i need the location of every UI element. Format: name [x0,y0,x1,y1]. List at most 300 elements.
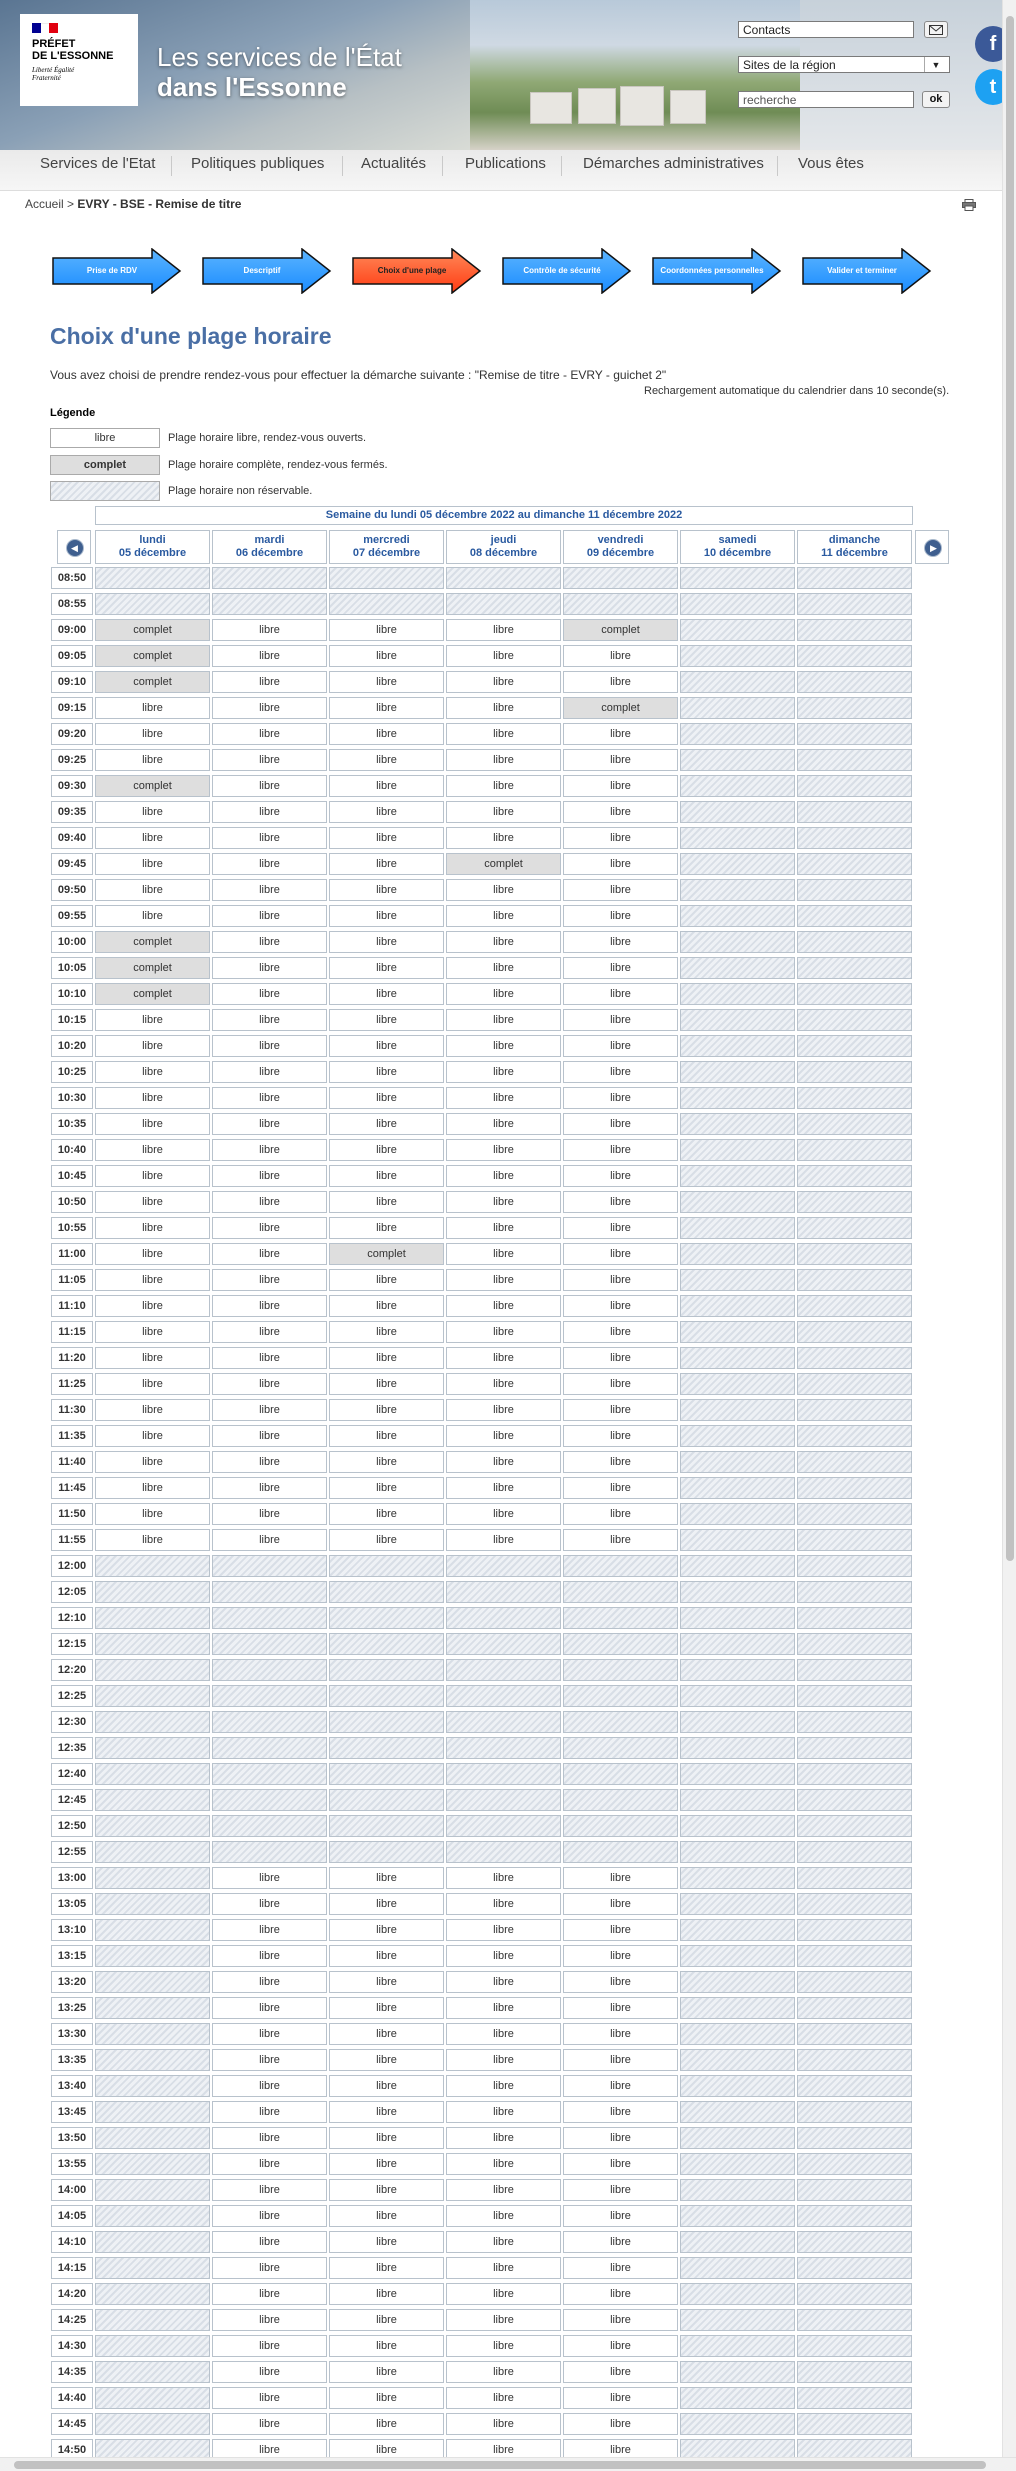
slot-libre[interactable]: libre [329,2127,444,2149]
slot-libre[interactable]: libre [212,1867,327,1889]
slot-libre[interactable]: libre [95,1009,210,1031]
slot-unavailable [797,2127,912,2149]
slot-libre[interactable]: libre [329,2387,444,2409]
slot-libre[interactable]: libre [212,2335,327,2357]
slot-libre[interactable]: libre [212,1009,327,1031]
slot-libre[interactable]: libre [212,879,327,901]
slot-unavailable [446,567,561,589]
time-label: 14:00 [51,2179,93,2201]
slot-libre[interactable]: libre [95,1269,210,1291]
slot-libre[interactable]: libre [95,1243,210,1265]
slot-libre[interactable]: libre [446,723,561,745]
slot-unavailable [797,1035,912,1057]
slot-libre[interactable]: libre [212,2179,327,2201]
slot-libre[interactable]: libre [563,1295,678,1317]
slot-libre[interactable]: libre [329,1945,444,1967]
slot-libre[interactable]: libre [446,1451,561,1473]
slot-libre[interactable]: libre [446,1009,561,1031]
slot-libre[interactable]: libre [329,2361,444,2383]
slot-libre[interactable]: libre [446,1061,561,1083]
slot-libre[interactable]: libre [212,853,327,875]
slot-libre[interactable]: libre [563,1035,678,1057]
slot-libre[interactable]: libre [212,2257,327,2279]
contacts-field[interactable]: Contacts [738,21,914,38]
slot-libre[interactable]: libre [563,2023,678,2045]
slot-libre[interactable]: libre [329,931,444,953]
slot-libre[interactable]: libre [329,1867,444,1889]
slot-unavailable [680,1399,795,1421]
slot-unavailable [95,1867,210,1889]
slot-libre[interactable]: libre [212,1425,327,1447]
slot-libre[interactable]: libre [563,801,678,823]
slot-libre[interactable]: libre [329,1971,444,1993]
slot-libre[interactable]: libre [212,2231,327,2253]
slot-libre[interactable]: libre [563,2101,678,2123]
slot-libre[interactable]: libre [95,1347,210,1369]
slot-libre[interactable]: libre [212,931,327,953]
slot-libre[interactable]: libre [563,2361,678,2383]
slot-libre[interactable]: libre [563,775,678,797]
slot-libre[interactable]: libre [563,2283,678,2305]
slot-libre[interactable]: libre [446,1087,561,1109]
slot-libre[interactable]: libre [212,1113,327,1135]
nav-item-publications[interactable]: Publications [465,155,546,172]
slot-libre[interactable]: libre [212,1035,327,1057]
slot-libre[interactable]: libre [563,645,678,667]
slot-unavailable [797,671,912,693]
slot-libre[interactable]: libre [563,1269,678,1291]
slot-libre[interactable]: libre [329,1139,444,1161]
slot-unavailable [797,619,912,641]
slot-libre[interactable]: libre [329,1919,444,1941]
slot-libre[interactable]: libre [329,2439,444,2461]
slot-libre[interactable]: libre [212,957,327,979]
horizontal-scroll-thumb[interactable] [14,2461,986,2469]
slot-libre[interactable]: libre [446,905,561,927]
slot-libre[interactable]: libre [95,697,210,719]
slot-libre[interactable]: libre [446,1269,561,1291]
nav-item-vous-etes[interactable]: Vous êtes [798,155,864,172]
slot-libre[interactable]: libre [329,1061,444,1083]
slot-libre[interactable]: libre [563,1321,678,1343]
slot-libre[interactable]: libre [95,1503,210,1525]
slot-libre[interactable]: libre [446,2335,561,2357]
slot-libre[interactable]: libre [95,1373,210,1395]
slot-libre[interactable]: libre [563,1893,678,1915]
slot-libre[interactable]: libre [446,2231,561,2253]
slot-libre[interactable]: libre [563,1243,678,1265]
slot-libre[interactable]: libre [563,827,678,849]
slot-libre[interactable]: libre [446,1217,561,1239]
slot-unavailable [95,1633,210,1655]
slot-libre[interactable]: libre [446,983,561,1005]
slot-libre[interactable]: libre [95,1295,210,1317]
time-label: 10:35 [51,1113,93,1135]
slot-libre[interactable]: libre [563,1399,678,1421]
slot-libre[interactable]: libre [329,1009,444,1031]
slot-libre[interactable]: libre [446,2283,561,2305]
slot-libre[interactable]: libre [329,1347,444,1369]
slot-libre[interactable]: libre [212,1477,327,1499]
slot-libre[interactable]: libre [563,1867,678,1889]
slot-libre[interactable]: libre [212,2309,327,2331]
time-label: 14:05 [51,2205,93,2227]
slot-libre[interactable]: libre [329,1399,444,1421]
slot-libre[interactable]: libre [446,1191,561,1213]
slot-libre[interactable]: libre [563,1503,678,1525]
slot-libre[interactable]: libre [446,2101,561,2123]
slot-libre[interactable]: libre [446,2127,561,2149]
slot-libre[interactable]: libre [563,1971,678,1993]
slot-libre[interactable]: libre [563,2335,678,2357]
slot-libre[interactable]: libre [446,2023,561,2045]
slot-libre[interactable]: libre [446,1321,561,1343]
slot-libre[interactable]: libre [563,1165,678,1187]
slot-libre[interactable]: libre [563,1061,678,1083]
slot-unavailable [95,1789,210,1811]
slot-unavailable [563,1763,678,1785]
slot-libre[interactable]: libre [446,2153,561,2175]
slot-libre[interactable]: libre [95,801,210,823]
slot-libre[interactable]: libre [446,1295,561,1317]
slot-libre[interactable]: libre [563,905,678,927]
slot-libre[interactable]: libre [212,2283,327,2305]
slot-libre[interactable]: libre [95,723,210,745]
slot-libre[interactable]: libre [446,749,561,771]
slot-libre[interactable]: libre [329,1191,444,1213]
slot-libre[interactable]: libre [329,2257,444,2279]
slot-libre[interactable]: libre [212,775,327,797]
slot-libre[interactable]: libre [329,2101,444,2123]
slot-libre[interactable]: libre [446,1529,561,1551]
slot-libre[interactable]: libre [446,2309,561,2331]
slot-libre[interactable]: libre [212,1971,327,1993]
slot-libre[interactable]: libre [212,2439,327,2461]
slot-libre[interactable]: libre [95,879,210,901]
slot-libre[interactable]: libre [212,1451,327,1473]
time-label: 11:35 [51,1425,93,1447]
slot-libre[interactable]: libre [95,1035,210,1057]
slot-libre[interactable]: libre [563,2439,678,2461]
slot-libre[interactable]: libre [446,2257,561,2279]
slot-libre[interactable]: libre [446,1035,561,1057]
slot-libre[interactable]: libre [329,1893,444,1915]
slot-libre[interactable]: libre [563,2231,678,2253]
slot-libre[interactable]: libre [212,1997,327,2019]
slot-libre[interactable]: libre [563,983,678,1005]
slot-libre[interactable]: libre [446,1347,561,1369]
slot-libre[interactable]: libre [329,1165,444,1187]
slot-libre[interactable]: libre [563,879,678,901]
time-label: 10:20 [51,1035,93,1057]
slot-libre[interactable]: libre [563,749,678,771]
slot-libre[interactable]: libre [446,1893,561,1915]
slot-libre[interactable]: libre [212,619,327,641]
slot-libre[interactable]: libre [95,1425,210,1447]
slot-libre[interactable]: libre [329,1529,444,1551]
slot-libre[interactable]: libre [212,2023,327,2045]
slot-libre[interactable]: libre [95,1165,210,1187]
slot-libre[interactable]: libre [212,1269,327,1291]
slot-libre[interactable]: libre [212,749,327,771]
slot-libre[interactable]: libre [329,723,444,745]
slot-libre[interactable]: libre [329,801,444,823]
facebook-icon[interactable]: f [975,26,1011,62]
breadcrumb-home[interactable]: Accueil [25,197,64,211]
slot-libre[interactable]: libre [329,2309,444,2331]
slot-libre[interactable]: libre [446,1243,561,1265]
slot-libre[interactable]: libre [212,1373,327,1395]
slot-libre[interactable]: libre [212,905,327,927]
slot-libre[interactable]: libre [329,2335,444,2357]
slot-libre[interactable]: libre [329,2205,444,2227]
vertical-scroll-thumb[interactable] [1006,16,1014,1561]
slot-libre[interactable]: libre [329,1503,444,1525]
slot-unavailable [680,775,795,797]
slot-libre[interactable]: libre [329,1035,444,1057]
slot-libre[interactable]: libre [329,1269,444,1291]
slot-libre[interactable]: libre [446,2205,561,2227]
slot-libre[interactable]: libre [95,1399,210,1421]
slot-libre[interactable]: libre [212,1347,327,1369]
nav-item-services[interactable]: Services de l'Etat [40,155,156,172]
slot-libre[interactable]: libre [563,1139,678,1161]
slot-libre[interactable]: libre [329,2413,444,2435]
nav-item-demarches[interactable]: Démarches administratives [583,155,764,172]
slot-libre[interactable]: libre [212,1529,327,1551]
slot-libre[interactable]: libre [446,2179,561,2201]
slot-unavailable [797,2335,912,2357]
slot-libre[interactable]: libre [446,697,561,719]
slot-libre[interactable]: libre [212,1945,327,1967]
slot-libre[interactable]: libre [212,1503,327,1525]
slot-libre[interactable]: libre [212,1893,327,1915]
slot-libre[interactable]: libre [329,775,444,797]
slot-libre[interactable]: libre [446,957,561,979]
slot-libre[interactable]: libre [329,1321,444,1343]
slot-libre[interactable]: libre [212,723,327,745]
slot-libre[interactable]: libre [212,2075,327,2097]
nav-item-politiques[interactable]: Politiques publiques [191,155,325,172]
slot-libre[interactable]: libre [329,2231,444,2253]
slot-libre[interactable]: libre [563,853,678,875]
slot-libre[interactable]: libre [212,2049,327,2071]
slot-libre[interactable]: libre [446,1399,561,1421]
slot-libre[interactable]: libre [329,2049,444,2071]
slot-libre[interactable]: libre [212,1165,327,1187]
slot-libre[interactable]: libre [212,645,327,667]
time-label: 11:45 [51,1477,93,1499]
slot-libre[interactable]: libre [95,1477,210,1499]
slot-libre[interactable]: libre [446,619,561,641]
slot-libre[interactable]: libre [446,1139,561,1161]
slot-libre[interactable]: libre [329,1295,444,1317]
slot-libre[interactable]: libre [212,2361,327,2383]
slot-libre[interactable]: libre [563,1191,678,1213]
slot-libre[interactable]: libre [446,1373,561,1395]
slot-libre[interactable]: libre [212,983,327,1005]
slot-libre[interactable]: libre [212,2127,327,2149]
slot-libre[interactable]: libre [446,671,561,693]
slot-libre[interactable]: libre [563,957,678,979]
slot-libre[interactable]: libre [446,1867,561,1889]
slot-libre[interactable]: libre [563,2257,678,2279]
slot-libre[interactable]: libre [563,1997,678,2019]
slot-libre[interactable]: libre [329,1425,444,1447]
slot-libre[interactable]: libre [563,1919,678,1941]
slot-libre[interactable]: libre [563,1451,678,1473]
slot-libre[interactable]: libre [95,1321,210,1343]
slot-libre[interactable]: libre [329,2283,444,2305]
slot-libre[interactable]: libre [563,1217,678,1239]
slot-libre[interactable]: libre [446,2439,561,2461]
slot-libre[interactable]: libre [329,749,444,771]
slot-libre[interactable]: libre [212,1087,327,1109]
horizontal-scrollbar[interactable] [0,2457,1016,2471]
slot-libre[interactable]: libre [446,775,561,797]
slot-libre[interactable]: libre [329,2023,444,2045]
slot-libre[interactable]: libre [329,645,444,667]
slot-libre[interactable]: libre [563,1425,678,1447]
slot-libre[interactable]: libre [212,2101,327,2123]
slot-libre[interactable]: libre [563,2387,678,2409]
time-label: 12:15 [51,1633,93,1655]
time-label: 10:10 [51,983,93,1005]
nav-item-actualites[interactable]: Actualités [361,155,427,172]
slot-libre[interactable]: libre [446,931,561,953]
slot-libre[interactable]: libre [446,801,561,823]
slot-libre[interactable]: libre [446,2413,561,2435]
slot-unavailable [680,1581,795,1603]
slot-libre[interactable]: libre [563,2413,678,2435]
slot-libre[interactable]: libre [95,1451,210,1473]
slot-libre[interactable]: libre [212,2413,327,2435]
twitter-icon[interactable]: t [975,69,1011,105]
slot-libre[interactable]: libre [446,2049,561,2071]
slot-libre[interactable]: libre [212,2205,327,2227]
slot-libre[interactable]: libre [563,1009,678,1031]
slot-libre[interactable]: libre [95,749,210,771]
slot-libre[interactable]: libre [212,1061,327,1083]
slot-libre[interactable]: libre [563,1945,678,1967]
slot-libre[interactable]: libre [212,1321,327,1343]
slot-libre[interactable]: libre [212,1139,327,1161]
slot-libre[interactable]: libre [329,827,444,849]
slot-libre[interactable]: libre [329,1373,444,1395]
slot-libre[interactable]: libre [212,801,327,823]
slot-libre[interactable]: libre [95,1191,210,1213]
slot-libre[interactable]: libre [563,2179,678,2201]
slot-libre[interactable]: libre [563,2127,678,2149]
slot-libre[interactable]: libre [329,1477,444,1499]
slot-libre[interactable]: libre [212,1919,327,1941]
slot-libre[interactable]: libre [329,879,444,901]
slot-libre[interactable]: libre [563,1347,678,1369]
slot-libre[interactable]: libre [446,2075,561,2097]
slot-libre[interactable]: libre [446,879,561,901]
slot-libre[interactable]: libre [212,1295,327,1317]
slot-libre[interactable]: libre [563,723,678,745]
slot-libre[interactable]: libre [563,2309,678,2331]
slot-libre[interactable]: libre [446,1919,561,1941]
slot-libre[interactable]: libre [95,905,210,927]
slot-libre[interactable]: libre [95,1217,210,1239]
slot-libre[interactable]: libre [329,1451,444,1473]
slot-libre[interactable]: libre [212,1243,327,1265]
slot-libre[interactable]: libre [212,2153,327,2175]
slot-libre[interactable]: libre [329,905,444,927]
slot-libre[interactable]: libre [95,1139,210,1161]
slot-libre[interactable]: libre [446,1503,561,1525]
slot-libre[interactable]: libre [446,827,561,849]
slot-libre[interactable]: libre [95,1087,210,1109]
slot-libre[interactable]: libre [446,645,561,667]
slot-libre[interactable]: libre [446,1971,561,1993]
slot-libre[interactable]: libre [95,1061,210,1083]
slot-libre[interactable]: libre [563,2049,678,2071]
slot-libre[interactable]: libre [212,1399,327,1421]
slot-libre[interactable]: libre [95,853,210,875]
slot-libre[interactable]: libre [212,697,327,719]
slot-libre[interactable]: libre [329,1113,444,1135]
slot-libre[interactable]: libre [212,1191,327,1213]
slot-libre[interactable]: libre [563,671,678,693]
slot-libre[interactable]: libre [446,2387,561,2409]
search-button[interactable]: ok [922,91,950,108]
slot-libre[interactable]: libre [563,1087,678,1109]
slot-unavailable [329,1711,444,1733]
slot-libre[interactable]: libre [329,2153,444,2175]
slot-libre[interactable]: libre [329,853,444,875]
slot-libre[interactable]: libre [329,619,444,641]
slot-libre[interactable]: libre [212,2387,327,2409]
slot-libre[interactable]: libre [212,671,327,693]
slot-libre[interactable]: libre [446,1425,561,1447]
slot-libre[interactable]: libre [95,1113,210,1135]
slot-libre[interactable]: libre [446,2361,561,2383]
slot-libre[interactable]: libre [563,1113,678,1135]
slot-libre[interactable]: libre [563,2205,678,2227]
slot-libre[interactable]: libre [563,2075,678,2097]
slot-libre[interactable]: libre [329,957,444,979]
slot-libre[interactable]: libre [563,1477,678,1499]
slot-libre[interactable]: libre [563,1373,678,1395]
slot-libre[interactable]: libre [95,827,210,849]
slot-libre[interactable]: libre [446,1165,561,1187]
slot-libre[interactable]: libre [446,1997,561,2019]
slot-libre[interactable]: libre [446,1477,561,1499]
slot-libre[interactable]: libre [329,697,444,719]
vertical-scrollbar[interactable] [1002,0,1016,2457]
slot-libre[interactable]: libre [563,2153,678,2175]
slot-libre[interactable]: libre [446,1113,561,1135]
slot-libre[interactable]: libre [329,983,444,1005]
slot-libre[interactable]: libre [563,1529,678,1551]
slot-unavailable [797,983,912,1005]
slot-libre[interactable]: libre [329,671,444,693]
slot-libre[interactable]: libre [329,2179,444,2201]
slot-libre[interactable]: libre [212,1217,327,1239]
slot-libre[interactable]: libre [329,1217,444,1239]
slot-libre[interactable]: libre [329,1087,444,1109]
slot-libre[interactable]: libre [329,2075,444,2097]
slot-libre[interactable]: libre [446,1945,561,1967]
slot-libre[interactable]: libre [212,827,327,849]
slot-libre[interactable]: libre [563,931,678,953]
slot-unavailable [446,593,561,615]
slot-libre[interactable]: libre [95,1529,210,1551]
slot-libre[interactable]: libre [329,1997,444,2019]
